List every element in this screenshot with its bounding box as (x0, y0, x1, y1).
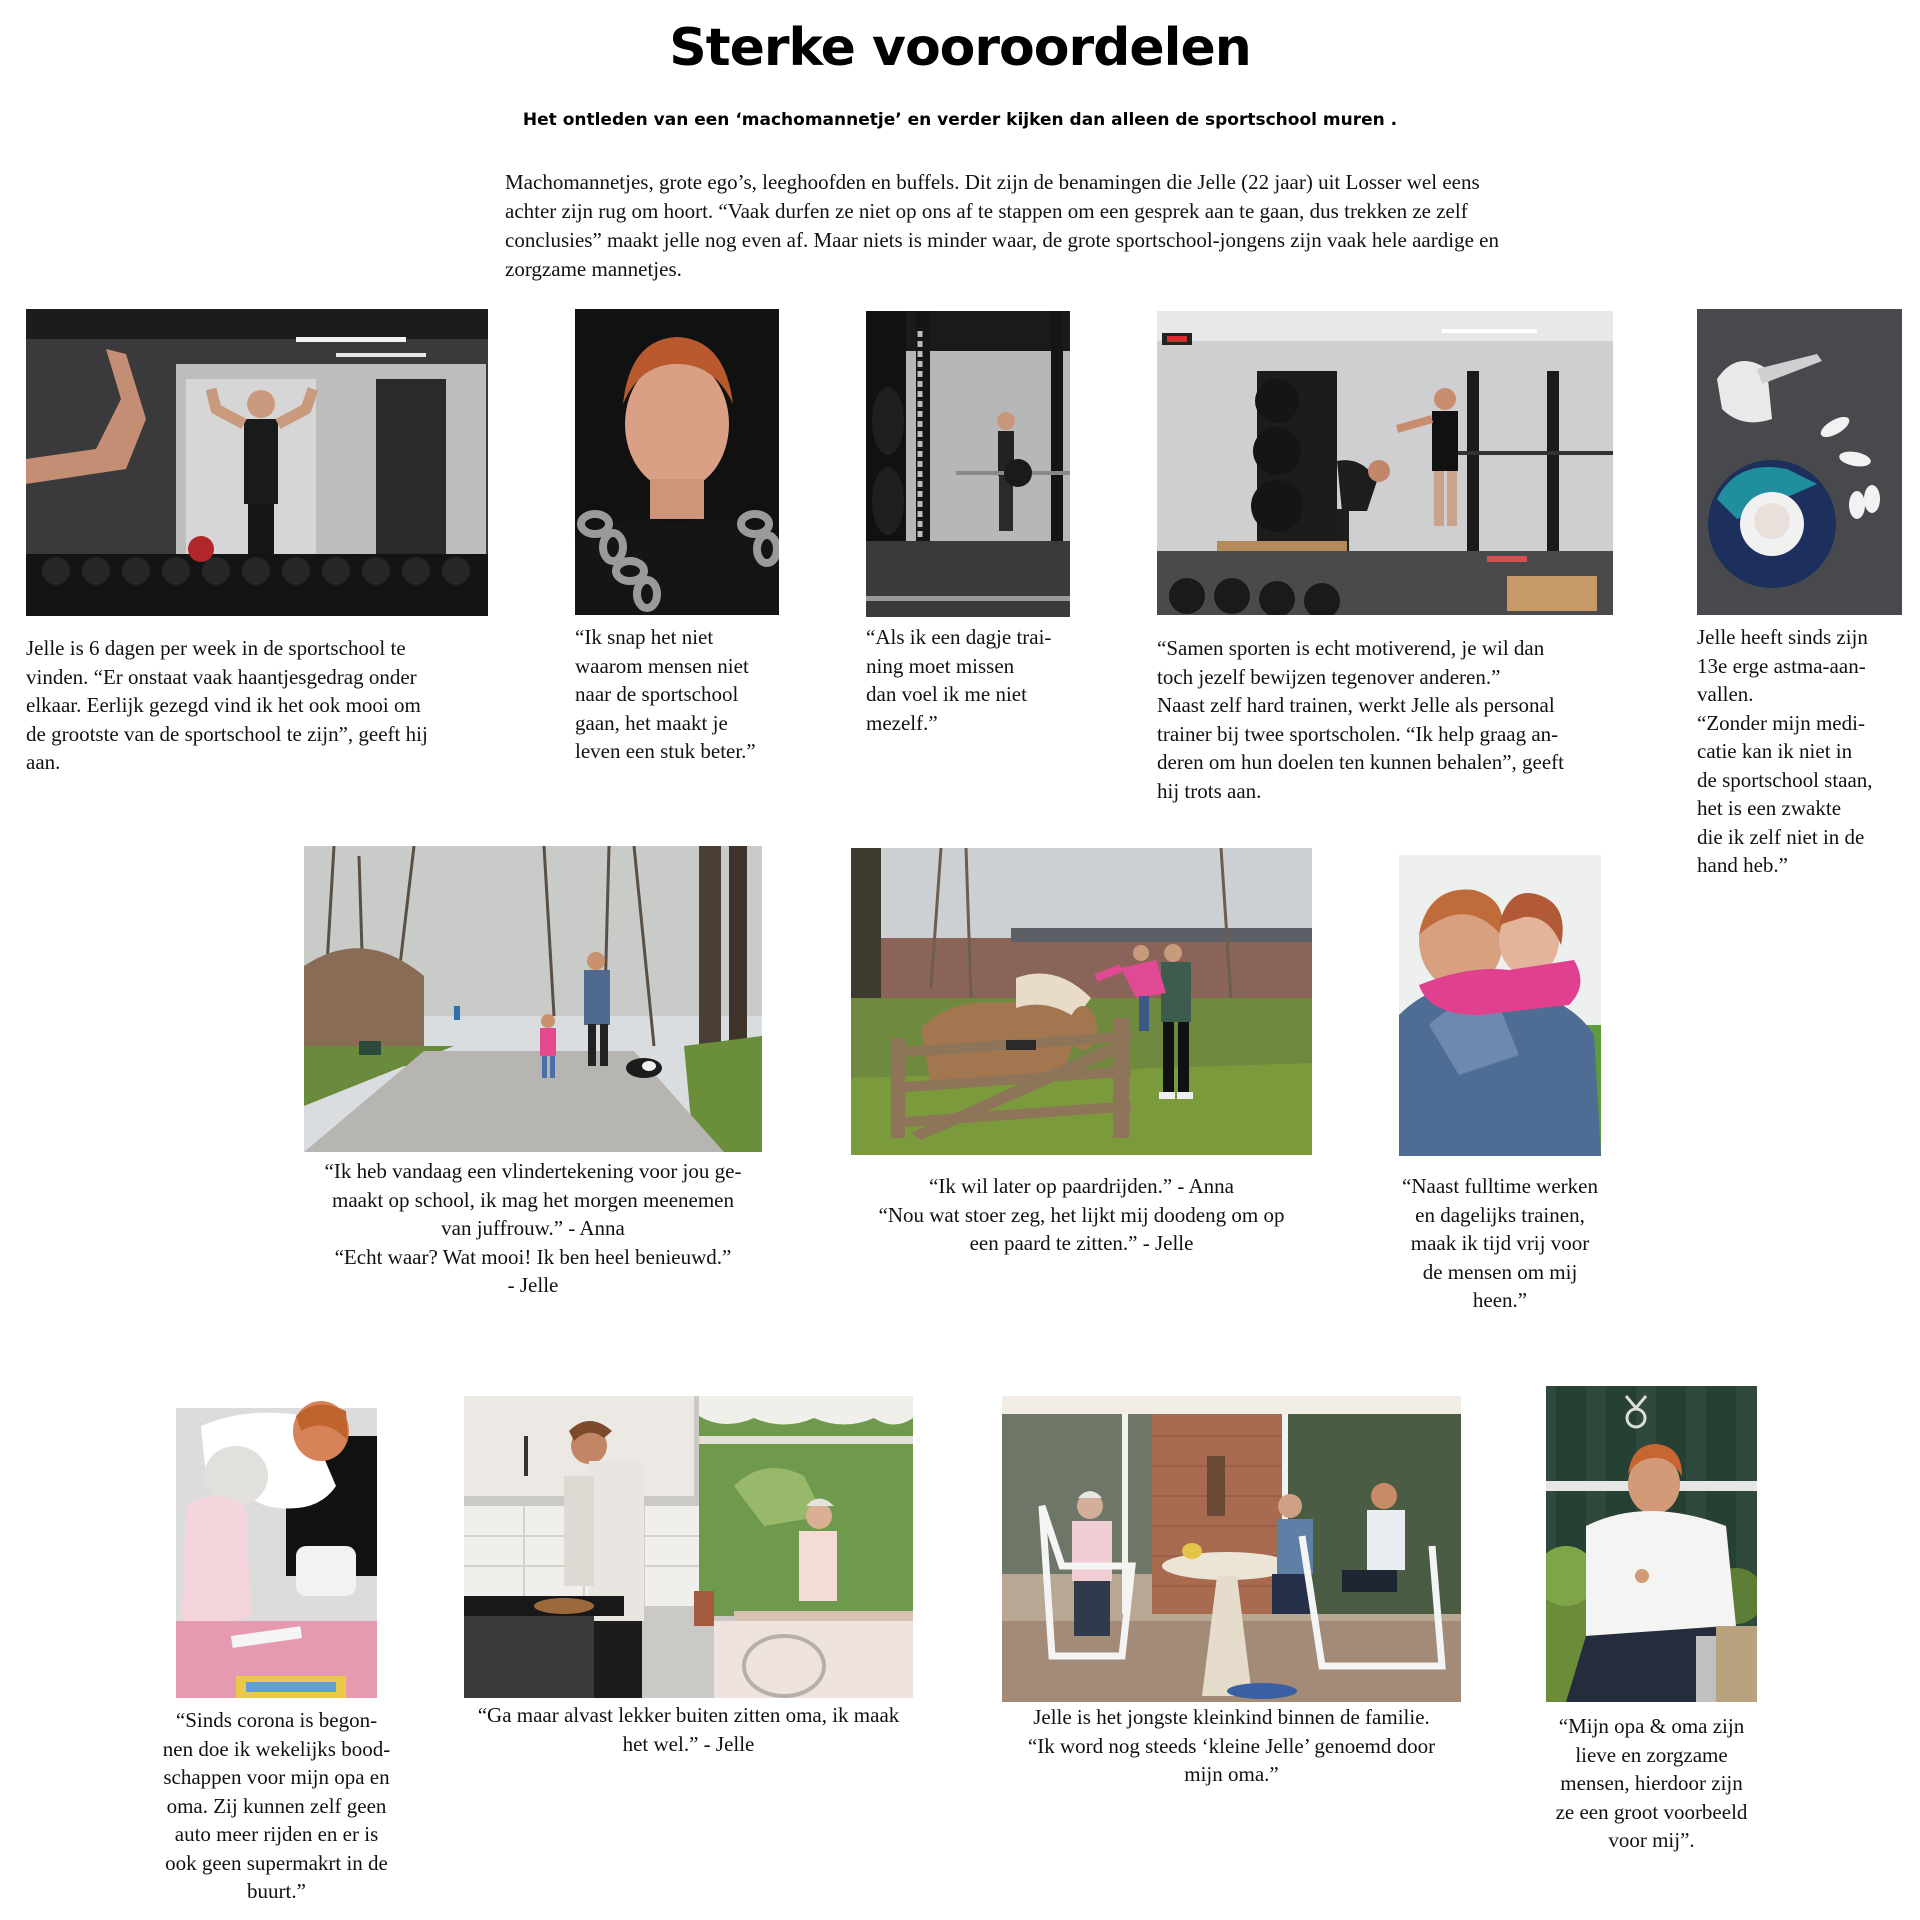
photo-kitchen (464, 1396, 913, 1698)
photo-portrait-chain (575, 309, 779, 615)
page-title: Sterke vooroordelen (669, 18, 1251, 78)
caption-squat-rack: “Als ik een dagje trai- ning moet missen dan voel ik me niet mezelf.” (866, 625, 1052, 735)
caption-personal-training: “Samen sporten is echt motiverend, je wil dan toch jezelf bewijzen tegenover anderen.” Naast zelf hard trainen, werkt Jelle als personal trainer bij twee sportscholen. “Ik help graag an- deren om hun doelen ten kunnen behalen”, geeft hij trots aan. (1157, 636, 1565, 803)
photo-personal-training (1157, 311, 1613, 615)
caption-groceries: “Sinds corona is begon- nen doe ik wekelijks bood- schappen voor mijn opa en oma. Zij kunnen zelf geen auto meer rijden en er is ook geen supermakrt in de buurt.” (162, 1708, 391, 1903)
caption-hug: “Naast fulltime werken en dagelijks trainen, maak ik tijd vrij voor de mensen om mij heen.” (1402, 1174, 1598, 1312)
photo-pony (851, 848, 1312, 1155)
photo-walk (304, 846, 762, 1152)
photo-medication (1697, 309, 1902, 615)
caption-walk: “Ik heb vandaag een vlindertekening voor jou ge- maakt op school, ik mag het morgen meenemen van juffrouw.” - Anna “Echt waar? Wat mooi! Ik ben heel benieuwd.” - Jelle (324, 1159, 742, 1297)
photo-patio (1002, 1396, 1461, 1702)
photo-hug (1399, 855, 1601, 1156)
caption-kitchen: “Ga maar alvast lekker buiten zitten oma, ik maak het wel.” - Jelle (477, 1703, 900, 1756)
caption-portrait-chain: “Ik snap het niet waarom mensen niet naar de sportschool gaan, het maakt je leven een stuk beter.” (575, 625, 756, 763)
photo-garden (1546, 1386, 1757, 1702)
caption-gym-flex: Jelle is 6 dagen per week in de sportschool te vinden. “Er onstaat vaak haantjesgedrag onder elkaar. Eerlijk gezegd vind ik het ook mooi om de grootste van de sportschool te zijn”, geeft hij aan. (26, 636, 428, 774)
caption-pony: “Ik wil later op paardrijden.” - Anna “Nou wat stoer zeg, het lijkt mij doodeng om op een paard te zitten.” - Jelle (878, 1174, 1285, 1255)
intro-paragraph: Machomannetjes, grote ego’s, leeghoofden en buffels. Dit zijn de benamingen die Jelle (22 jaar) uit Losser wel eens achter zijn rug om hoort. “Vaak durfen ze niet op ons af te stappen om een gesprek aan te gaan, dus trekken ze zelf conclusies” maakt jelle nog even af. Maar niets is minder waar, de grote sportschool-jongens zijn vaak hele aardige en zorgzame mannetjes. (505, 170, 1499, 281)
caption-medication: Jelle heeft sinds zijn 13e erge astma-aan- vallen. “Zonder mijn medi- catie kan ik niet in de sportschool staan, het is een zwakte die ik zelf niet in de hand heb.” (1697, 625, 1873, 877)
caption-patio: Jelle is het jongste kleinkind binnen de familie. “Ik word nog steeds ‘kleine Jelle’ genoemd door mijn oma.” (1027, 1705, 1436, 1786)
page-subtitle: Het ontleden van een ‘machomannetje’ en verder kijken dan alleen de sportschool muren . (522, 110, 1398, 130)
photo-squat-rack (866, 311, 1070, 617)
photo-gym-flex (26, 309, 488, 616)
photo-groceries (176, 1396, 377, 1698)
caption-garden: “Mijn opa & oma zijn lieve en zorgzame mensen, hierdoor zijn ze een groot voorbeeld voor mij”. (1555, 1714, 1748, 1852)
